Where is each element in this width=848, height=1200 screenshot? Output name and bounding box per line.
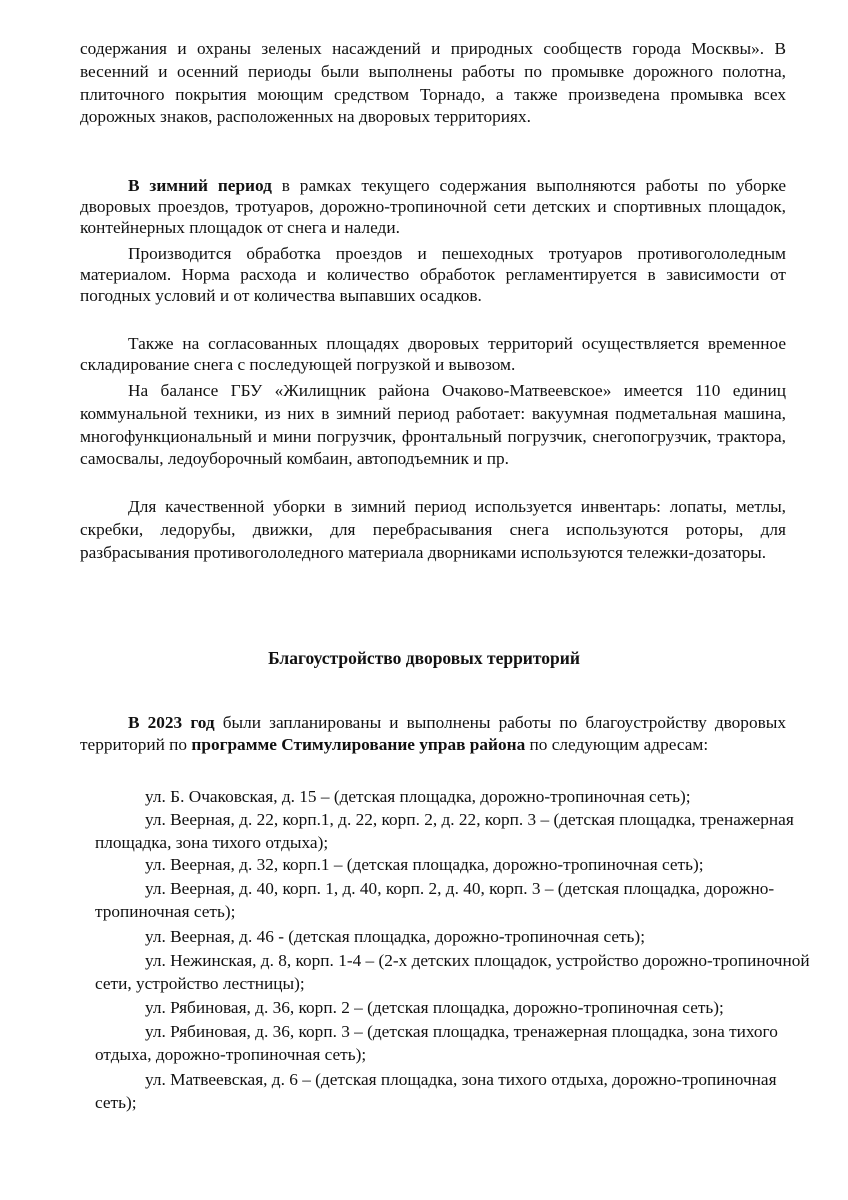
section-heading: Благоустройство дворовых территорий xyxy=(268,648,580,668)
address-item: ул. Нежинская, д. 8, корп. 1-4 – (2-х детских площадок, устройство дорожно-тропиночной сети, устройство лестницы); xyxy=(95,951,810,994)
address-item: ул. Веерная, д. 32, корп.1 – (детская площадка, дорожно-тропиночная сеть); xyxy=(145,855,704,874)
paragraph-inventory: Для качественной уборки в зимний период используется инвентарь: лопаты, метлы, скребки, ледорубы, движки, для перебрасывания снега используются роторы, для разбрасывания противогололедного материала дворниками используются тележки-дозаторы. xyxy=(80,497,786,562)
address-item: ул. Веерная, д. 40, корп. 1, д. 40, корп. 2, д. 40, корп. 3 – (детская площадка, дорожно-тропиночная сеть); xyxy=(95,879,775,922)
paragraph-2023-text1: были запланированы и выполнены работы по благоустройству дворовых территорий по xyxy=(80,713,786,754)
address-item: ул. Рябиновая, д. 36, корп. 2 – (детская площадка, дорожно-тропиночная сеть); xyxy=(145,998,724,1017)
address-item: ул. Рябиновая, д. 36, корп. 3 – (детская площадка, тренажерная площадка, зона тихого отдыха, дорожно-тропиночная сеть); xyxy=(95,1022,778,1065)
paragraph-treatment: Производится обработка проездов и пешеходных тротуаров противогололедным материалом. Норма расхода и количество обработок регламентируется в зависимости от погодных условий и от количества выпавших осадков. xyxy=(80,244,786,305)
winter-period-bold: В зимний период xyxy=(128,176,272,195)
paragraph-equipment: На балансе ГБУ «Жилищник района Очаково-Матвеевское» имеется 110 единиц коммунальной техники, из них в зимний период работает: вакуумная подметальная машина, многофункциональный и мини погрузчик, фронтальный погрузчик, снегопогрузчик, трактора, самосвалы, ледоуборочный комбаин, автоподъемник и пр. xyxy=(80,381,786,469)
paragraph-winter xyxy=(80,176,786,238)
address-item: ул. Веерная, д. 22, корп.1, д. 22, корп. 2, д. 22, корп. 3 – (детская площадка, тренажерная площадка, зона тихого отдыха); xyxy=(95,810,794,853)
paragraph-snow-storage: Также на согласованных площадях дворовых территорий осуществляется временное складирование снега с последующей погрузкой и вывозом. xyxy=(80,334,786,374)
address-item: ул. Веерная, д. 46 - (детская площадка, дорожно-тропиночная сеть); xyxy=(145,927,645,946)
program-name-bold: программе Стимулирование управ района xyxy=(191,734,526,754)
address-item: ул. Б. Очаковская, д. 15 – (детская площадка, дорожно-тропиночная сеть); xyxy=(145,787,691,806)
address-item: ул. Матвеевская, д. 6 – (детская площадка, зона тихого отдыха, дорожно-тропиночная сеть); xyxy=(95,1070,777,1113)
winter-period-text: в рамках текущего содержания выполняются работы по уборке дворовых проездов, тротуаров, дорожно-тропиночной сети детских и спортивных площадок, контейнерных площадок от снега и наледи. xyxy=(80,176,786,237)
paragraph-2023 xyxy=(80,712,786,755)
year-2023-bold: В 2023 год xyxy=(128,713,215,732)
paragraph-2023-text2: по следующим адресам: xyxy=(525,734,709,754)
paragraph-intro: содержания и охраны зеленых насаждений и природных сообществ города Москвы». В весенний и осенний периоды были выполнены работы по промывке дорожного полотна, плиточного покрытия моющим средством Торнадо, а также произведена промывка всех дорожных знаков, расположенных на дворовых территориях. xyxy=(80,39,786,127)
